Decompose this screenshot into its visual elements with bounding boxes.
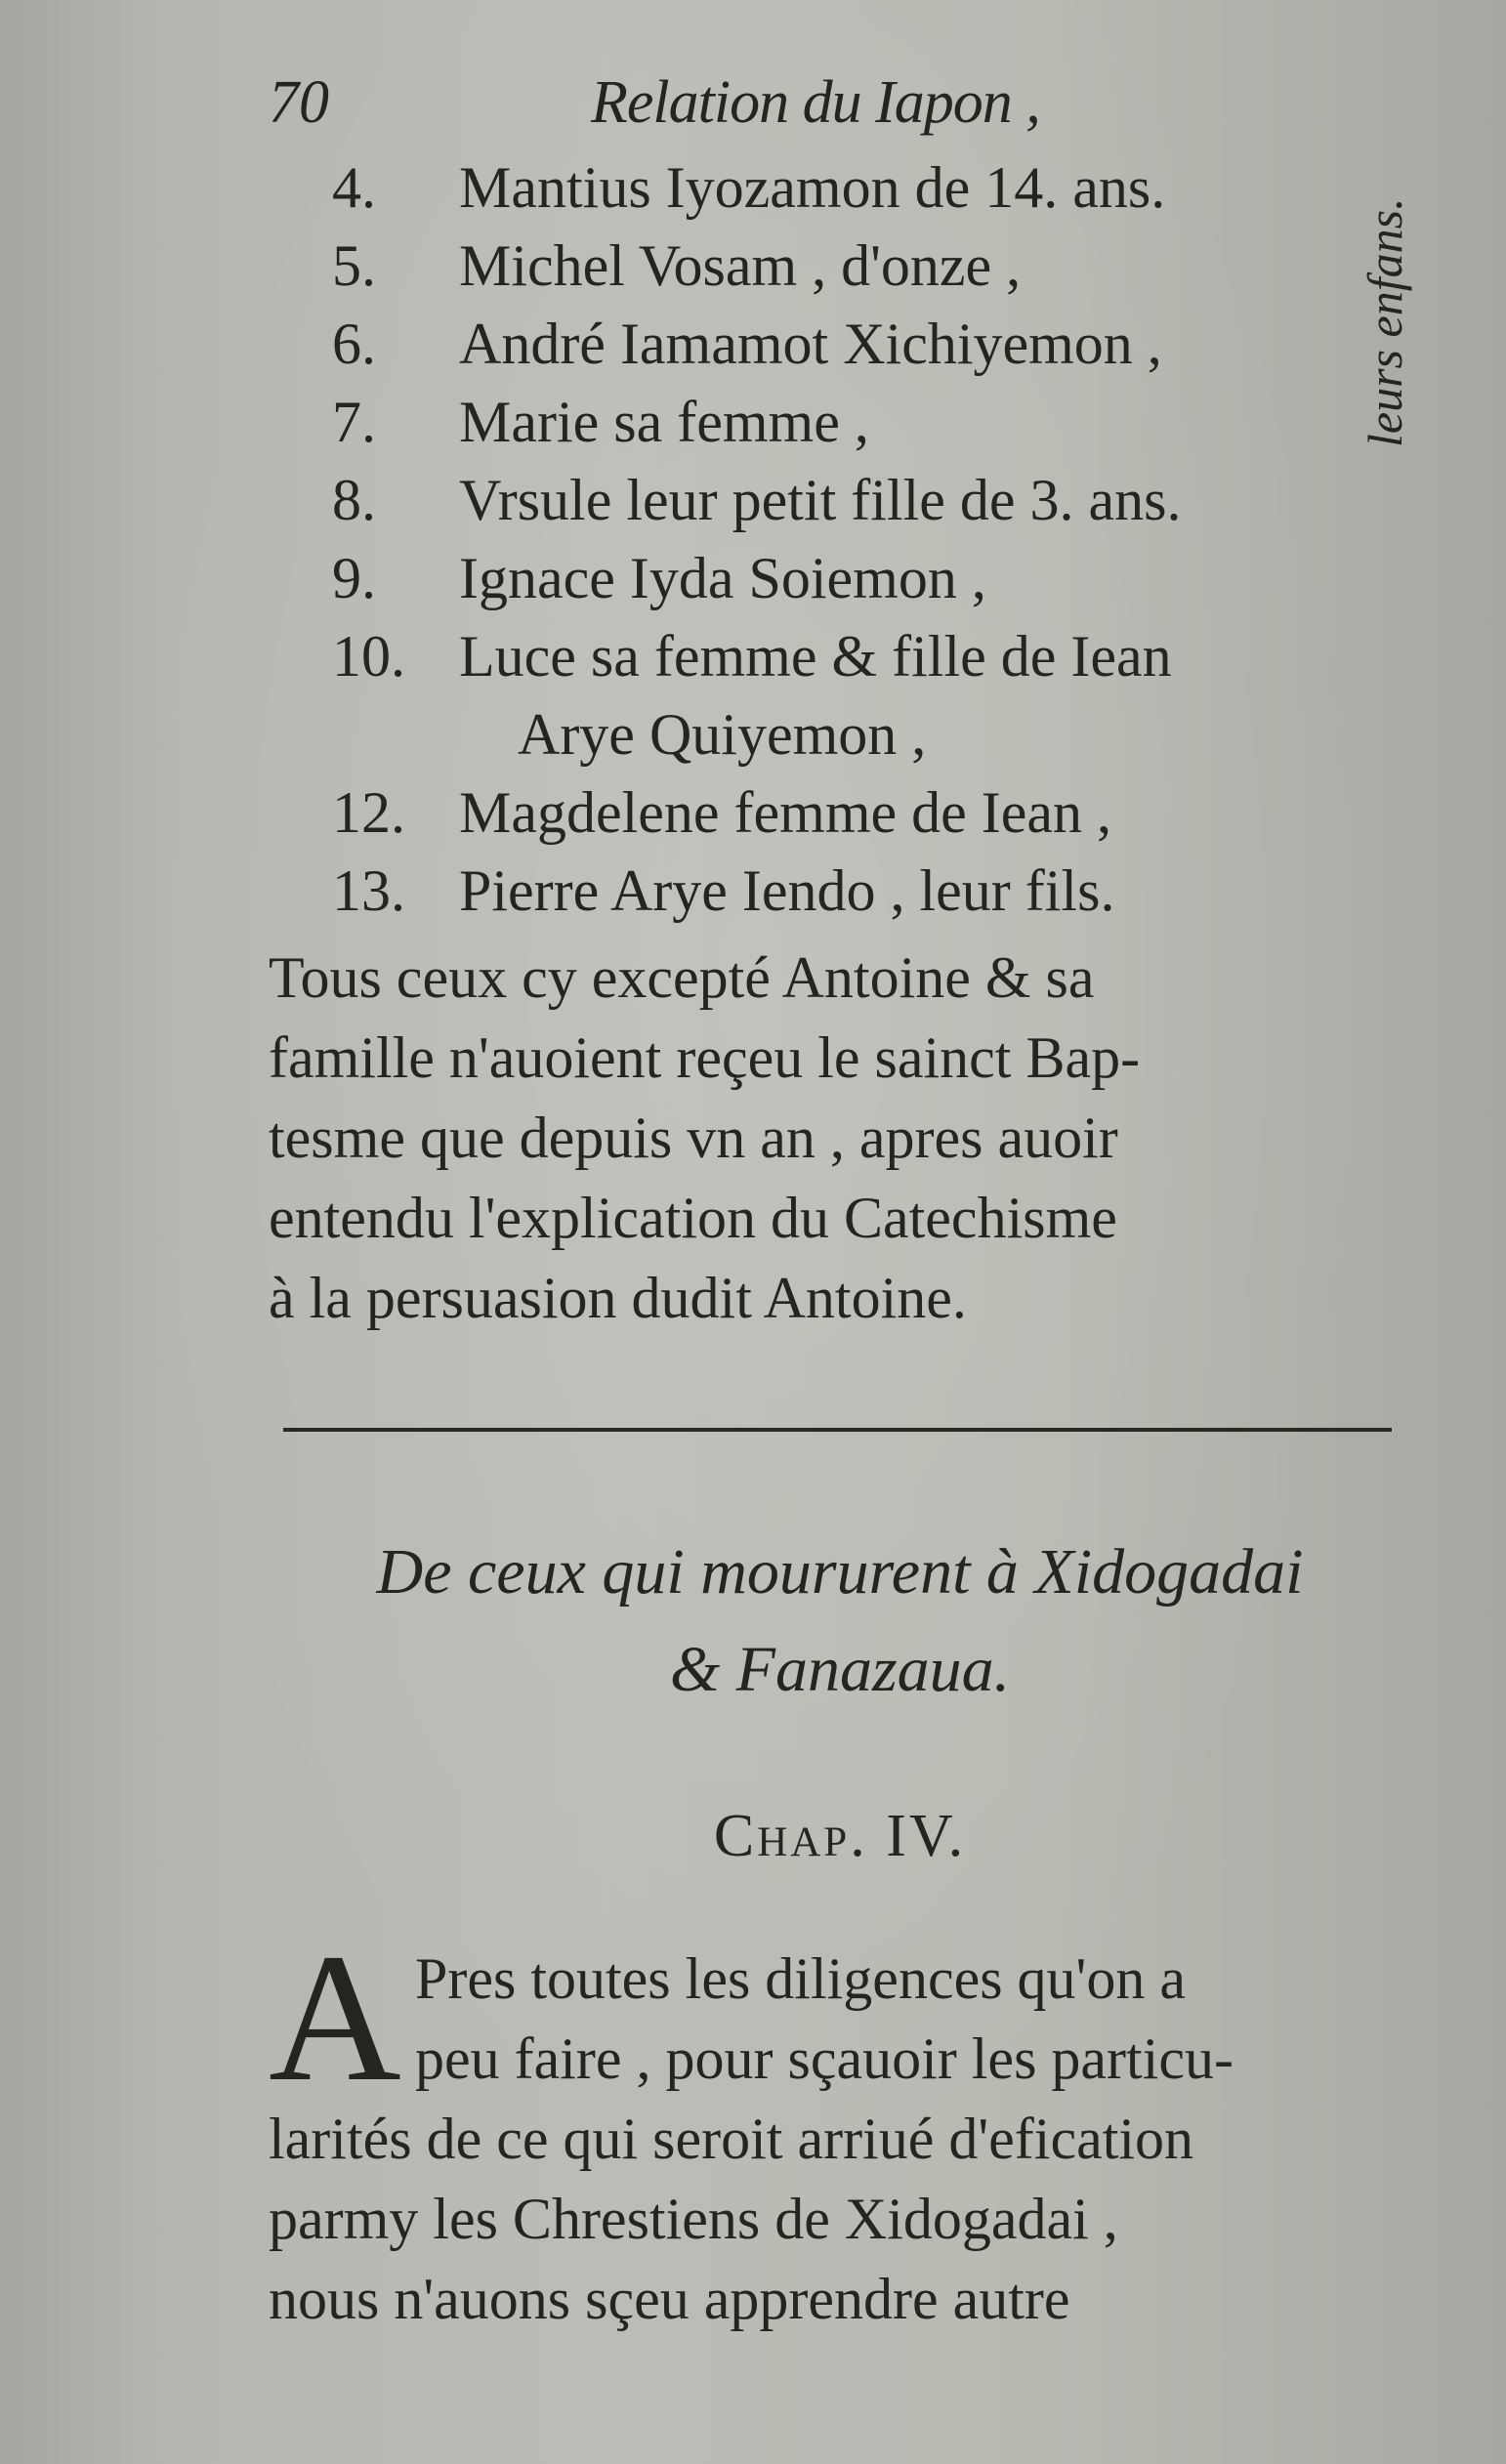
margin-note: leurs enfans. xyxy=(1358,197,1412,447)
section-title-line: De ceux qui moururent à Xidogadai xyxy=(376,1536,1304,1608)
list-item-text xyxy=(459,617,1445,773)
list-item-text: Pierre Arye Iendo , leur fils. xyxy=(459,858,1115,923)
paragraph-line: parmy les Chrestiens de Xidogadai , xyxy=(269,2187,1118,2251)
list-item xyxy=(332,227,1455,305)
paragraph-line: nous n'auons sçeu apprendre autre xyxy=(269,2267,1070,2331)
list-item xyxy=(332,461,1455,539)
drop-cap: A xyxy=(269,1915,401,2119)
list-item-text: Vrsule leur petit fille de 3. ans. xyxy=(459,468,1182,532)
section-title xyxy=(254,1524,1426,1719)
list-item-continuation: Arye Quiyemon , xyxy=(518,702,927,767)
chapter-paragraph xyxy=(269,1915,1431,2339)
list-item-text-line: Luce sa femme & fille de Iean xyxy=(459,624,1172,689)
list-item-text: Mantius Iyozamon de 14. ans. xyxy=(459,155,1166,220)
paragraph-line: peu faire , pour sçauoir les particu- xyxy=(415,2026,1234,2091)
paragraph-line: Tous ceux cy excepté Antoine & sa xyxy=(269,945,1095,1010)
paragraph-line: larités de ce qui seroit arriué d'efication xyxy=(269,2107,1194,2171)
list-item-number: 13. xyxy=(332,858,405,923)
list-item-text: Magdelene femme de Iean , xyxy=(459,780,1111,845)
section-divider xyxy=(283,1428,1392,1432)
list-item-number: 8. xyxy=(332,468,376,532)
list-item-number: 12. xyxy=(332,780,405,845)
list-item-text: André Iamamot Xichiyemon , xyxy=(459,312,1162,376)
paragraph-line: à la persuasion dudit Antoine. xyxy=(269,1266,967,1330)
paragraph-line: Pres toutes les diligences qu'on a xyxy=(415,1946,1186,2011)
list-item xyxy=(332,148,1455,227)
list-item xyxy=(332,773,1455,852)
list-item-text: Michel Vosam , d'onze , xyxy=(459,233,1022,298)
page-number: 70 xyxy=(269,69,329,136)
list-item xyxy=(332,539,1455,617)
list-item-number: 6. xyxy=(332,312,376,376)
list-item-number: 9. xyxy=(332,546,376,610)
page-header xyxy=(269,59,1245,146)
list-item xyxy=(332,383,1455,461)
paragraph-line: famille n'auoient reçeu le sainct Bap- xyxy=(269,1025,1141,1090)
list-item-text: Marie sa femme , xyxy=(459,390,869,454)
paragraph-line: entendu l'explication du Catechisme xyxy=(269,1186,1117,1250)
list-item-text: Ignace Iyda Soiemon , xyxy=(459,546,986,610)
chapter-heading: Chap. IV. xyxy=(713,1803,967,1869)
list-item xyxy=(332,305,1455,383)
list-item-number: 5. xyxy=(332,233,376,298)
list-item xyxy=(332,617,1455,773)
section-title-line: & Fanazaua. xyxy=(669,1634,1011,1705)
name-list xyxy=(332,148,1455,930)
list-item-number: 4. xyxy=(332,155,376,220)
paragraph-line: tesme que depuis vn an , apres auoir xyxy=(269,1106,1118,1170)
list-item-number: 7. xyxy=(332,390,376,454)
list-item-number: 10. xyxy=(332,624,405,689)
list-item xyxy=(332,852,1455,930)
running-title: Relation du Iapon , xyxy=(591,69,1040,136)
body-paragraph xyxy=(269,938,1431,1338)
